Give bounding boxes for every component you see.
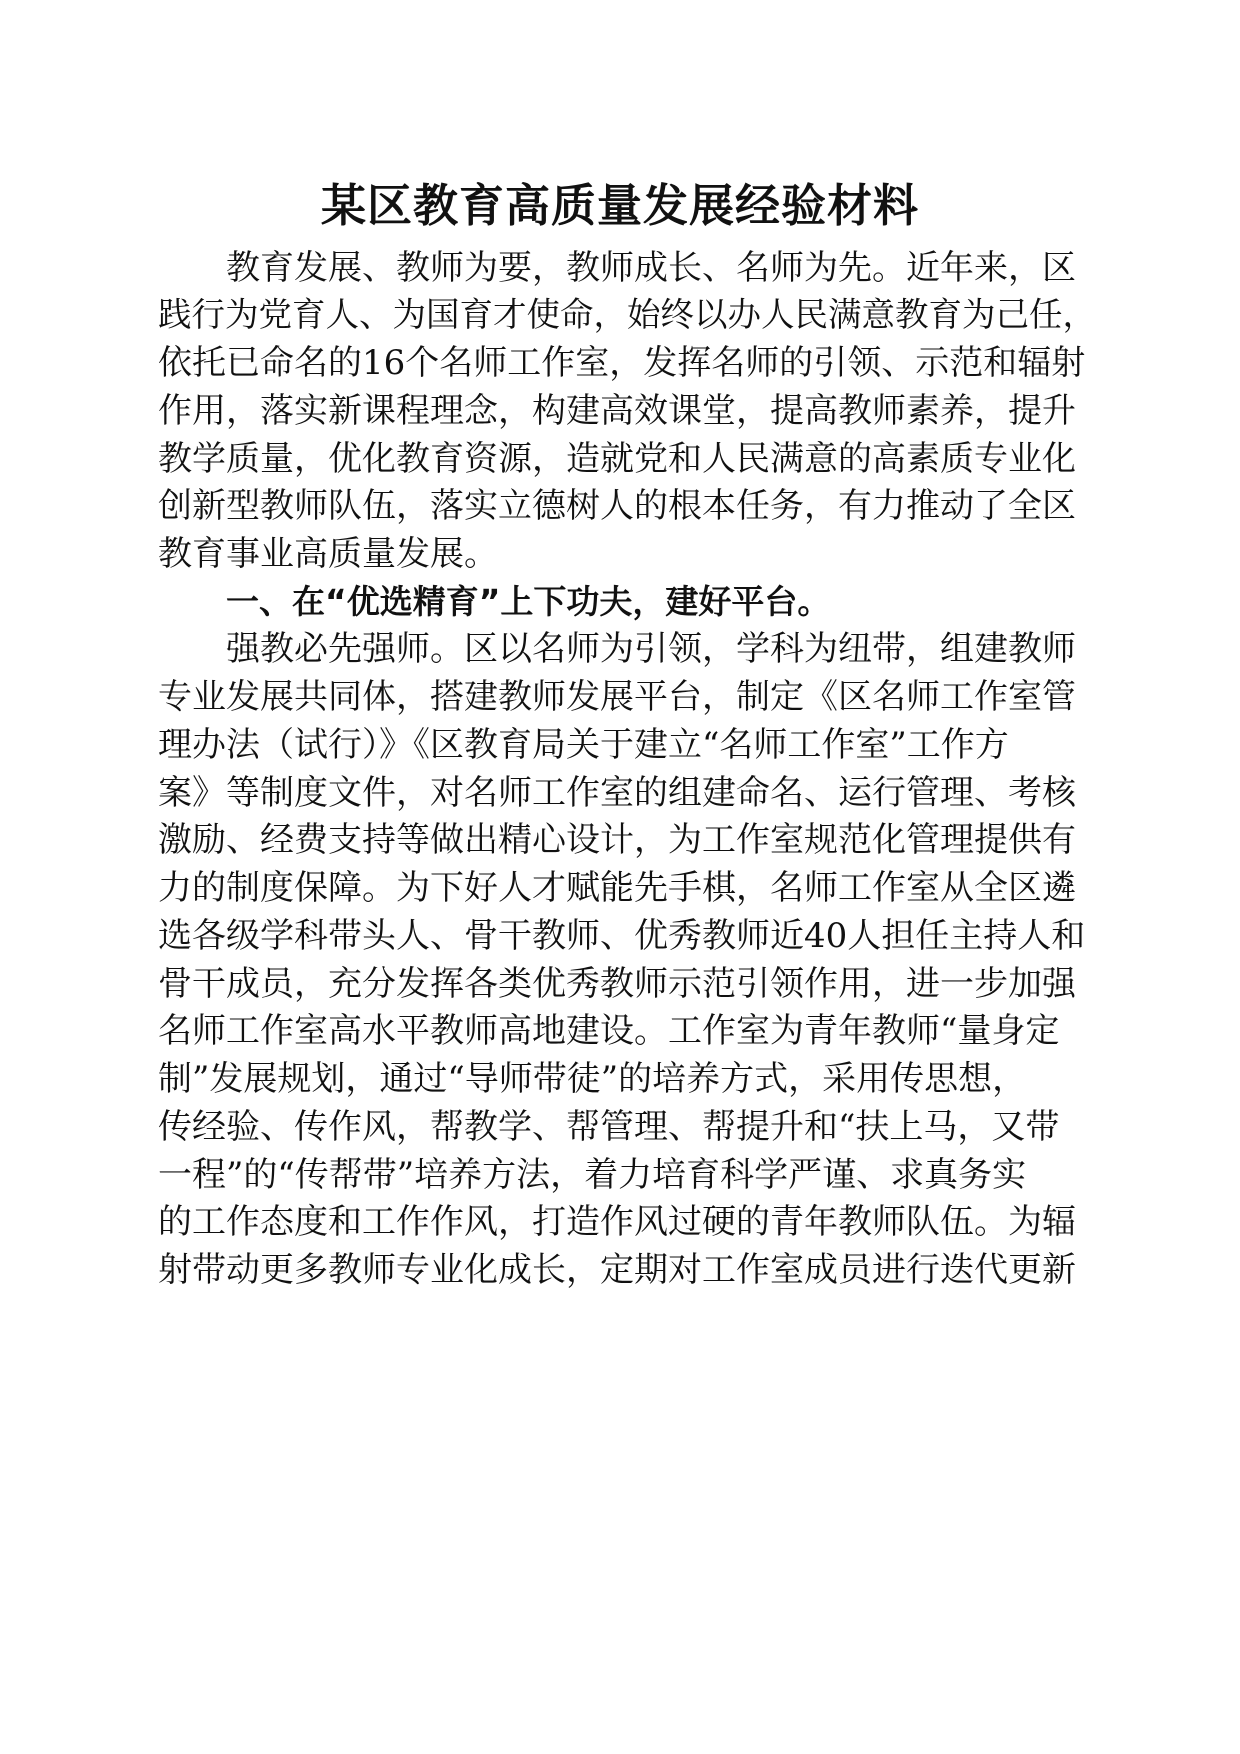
paragraph-line: 创新型教师队伍，落实立德树人的根本任务，有力推动了全区	[158, 486, 1076, 526]
paragraph-line: 教育发展、教师为要，教师成长、名师为先。近年来，区	[226, 248, 1076, 288]
paragraph-line: 激励、经费支持等做出精心设计，为工作室规范化管理提供有	[158, 820, 1076, 860]
paragraph-line: 力的制度保障。为下好人才赋能先手棋，名师工作室从全区遴	[158, 868, 1076, 908]
paragraph-line: 作用，落实新课程理念，构建高效课堂，提高教师素养，提升	[158, 391, 1076, 431]
paragraph-line: 强教必先强师。区以名师为引领，学科为纽带，组建教师	[226, 629, 1076, 669]
paragraph-line: 骨干成员，充分发挥各类优秀教师示范引领作用，进一步加强	[158, 964, 1076, 1004]
paragraph-line: 的工作态度和工作作风，打造作风过硬的青年教师队伍。为辐	[158, 1202, 1076, 1242]
paragraph-line: 制”发展规划，通过“导师带徒”的培养方式，采用传思想，	[158, 1059, 1027, 1099]
paragraph-line: 教学质量，优化教育资源，造就党和人民满意的高素质专业化	[158, 439, 1076, 479]
paragraph-line: 射带动更多教师专业化成长，定期对工作室成员进行迭代更新	[158, 1250, 1076, 1290]
paragraph-line: 理办法（试行）》《区教育局关于建立“名师工作室”工作方	[158, 725, 1009, 765]
section-heading: 一、在“优选精育”上下功夫，建好平台。	[226, 582, 831, 621]
paragraph-line: 名师工作室高水平教师高地建设。工作室为青年教师“量身定	[158, 1011, 1060, 1051]
paragraph-line: 传经验、传作风，帮教学、帮管理、帮提升和“扶上马，又带	[158, 1107, 1060, 1147]
paragraph-line: 依托已命名的16个名师工作室，发挥名师的引领、示范和辐射	[158, 343, 1086, 383]
paragraph-line: 一程”的“传帮带”培养方法，着力培育科学严谨、求真务实	[158, 1155, 1027, 1195]
paragraph-line: 践行为党育人、为国育才使命，始终以办人民满意教育为己任，	[158, 295, 1096, 334]
document-title: 某区教育高质量发展经验材料	[320, 179, 919, 232]
paragraph-line: 教育事业高质量发展。	[158, 534, 498, 574]
paragraph-line: 专业发展共同体，搭建教师发展平台，制定《区名师工作室管	[158, 677, 1076, 717]
paragraph-line: 选各级学科带头人、骨干教师、优秀教师近40人担任主持人和	[158, 916, 1086, 956]
paragraph-line: 案》等制度文件，对名师工作室的组建命名、运行管理、考核	[158, 773, 1076, 813]
